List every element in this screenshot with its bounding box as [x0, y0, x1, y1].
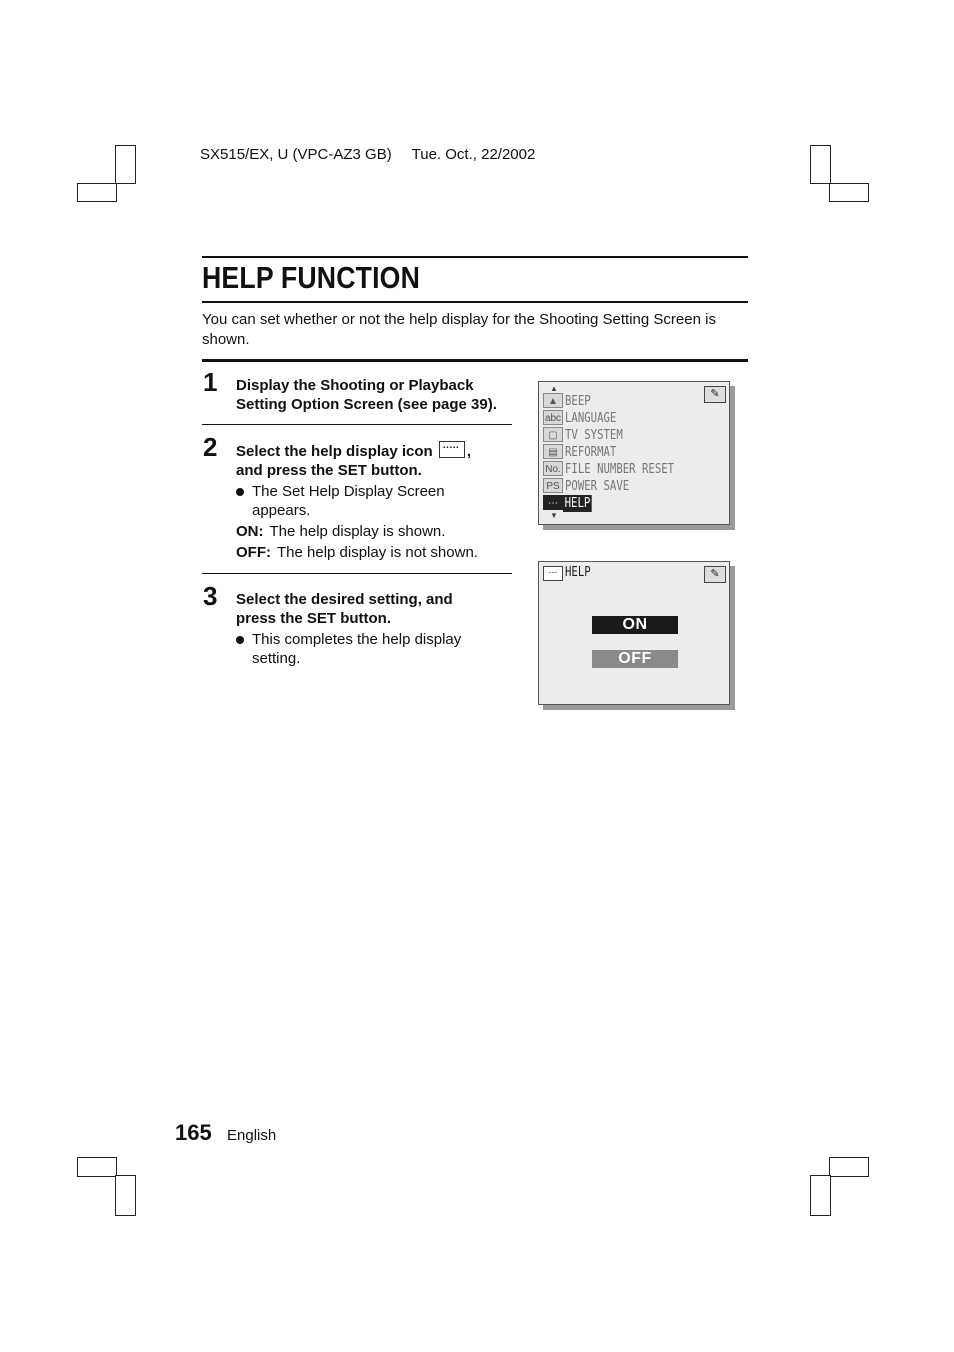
wrench-icon: ✎ — [704, 566, 726, 583]
menu-item-file-number-reset[interactable]: FILE NUMBER RESET — [565, 462, 675, 477]
page-number: 165 — [175, 1120, 212, 1145]
crop-mark — [115, 1175, 136, 1216]
step-2-text-a: Select the help display icon — [236, 443, 433, 460]
option-screen — [538, 381, 730, 525]
beep-icon: ▲ — [543, 393, 563, 408]
crop-mark — [810, 145, 831, 184]
step-2-bullet-text: The Set Help Display Screen appears. — [252, 483, 445, 519]
crop-mark — [77, 183, 117, 202]
title-rule-top — [202, 256, 748, 258]
scroll-up-icon: ▲ — [550, 384, 558, 393]
step-1-number: 1 — [203, 367, 218, 397]
menu-item-help[interactable]: HELP — [564, 496, 591, 511]
step-2-text-b: and press the SET button. — [236, 462, 422, 479]
step-2-text — [236, 441, 516, 480]
file-number-icon: No. — [543, 461, 563, 476]
help-screen-title: HELP — [565, 565, 591, 580]
crop-mark — [77, 1157, 117, 1177]
on-label: ON: — [236, 523, 264, 540]
help-icon: ⋯ — [543, 566, 563, 581]
menu-item-beep[interactable]: BEEP — [565, 394, 591, 409]
scroll-down-icon: ▼ — [550, 511, 558, 520]
step-3-bullet-text: This completes the help display setting. — [252, 631, 462, 667]
crop-mark — [115, 145, 136, 184]
off-label: OFF: — [236, 544, 271, 561]
intro-rule — [202, 359, 748, 362]
title-rule-bottom — [202, 301, 748, 303]
power-save-icon: PS — [543, 478, 563, 493]
on-text: The help display is shown. — [269, 523, 446, 540]
off-description — [236, 543, 478, 562]
wrench-icon: ✎ — [704, 386, 726, 403]
page-language: English — [227, 1127, 277, 1144]
bullet-icon — [236, 636, 244, 644]
reformat-icon: ▤ — [543, 444, 563, 459]
step-1-text: Display the Shooting or Playback Setting Option Screen (see page 39). — [236, 377, 497, 413]
menu-item-reformat[interactable]: REFORMAT — [565, 445, 617, 460]
help-display-screen — [538, 561, 730, 705]
step-3-bullet — [236, 630, 486, 668]
help-icon: ⋯ — [543, 495, 563, 510]
help-display-icon — [439, 441, 465, 458]
off-text: The help display is not shown. — [277, 544, 478, 561]
menu-item-language[interactable]: LANGUAGE — [565, 411, 617, 426]
crop-mark — [810, 1175, 831, 1216]
step-3-text: Select the desired setting, and press the SET button. — [236, 591, 453, 627]
header-model: SX515/EX, U (VPC-AZ3 GB) — [200, 146, 392, 163]
menu-item-power-save[interactable]: POWER SAVE — [565, 479, 630, 494]
menu-item-tv-system[interactable]: TV SYSTEM — [565, 428, 623, 443]
step-2-comma: , — [466, 443, 472, 460]
step-2-number: 2 — [203, 432, 218, 462]
option-off[interactable]: OFF — [592, 650, 678, 668]
print-header — [200, 146, 551, 163]
on-description — [236, 522, 445, 541]
step-3-number: 3 — [203, 581, 218, 611]
intro-text: You can set whether or not the help display for the Shooting Setting Screen is shown. — [202, 311, 716, 348]
step-rule — [202, 424, 512, 425]
page-title: HELP FUNCTION — [202, 260, 420, 295]
step-2-bullet — [236, 482, 476, 520]
step-rule — [202, 573, 512, 574]
language-icon: abc — [543, 410, 563, 425]
option-on[interactable]: ON — [592, 616, 678, 634]
header-date: Tue. Oct., 22/2002 — [411, 146, 536, 163]
tv-system-icon: ▢ — [543, 427, 563, 442]
crop-mark — [829, 1157, 869, 1177]
bullet-icon — [236, 488, 244, 496]
crop-mark — [829, 183, 869, 202]
